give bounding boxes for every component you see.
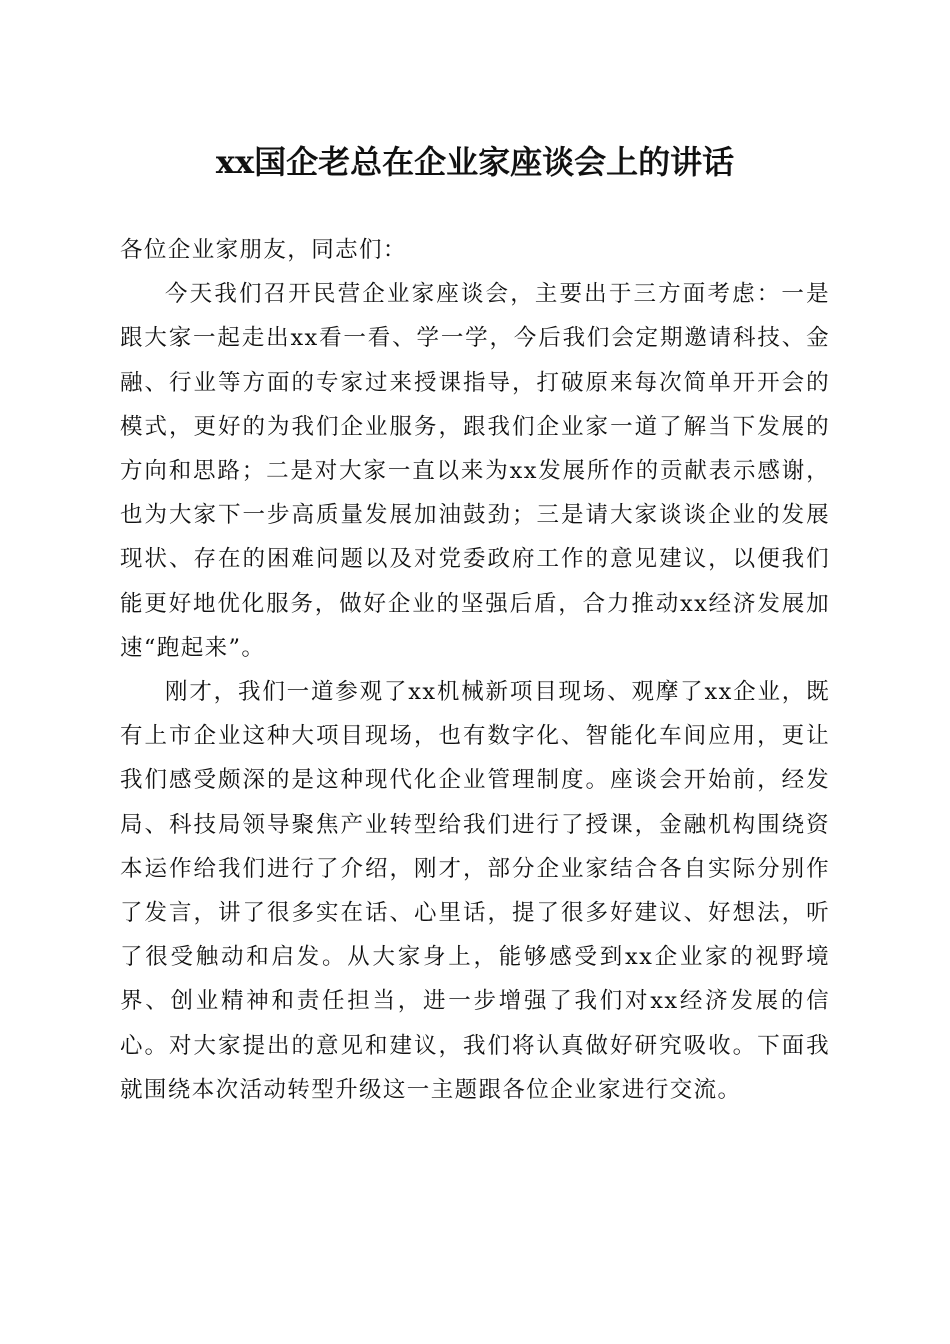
salutation: 各位企业家朋友，同志们： (120, 237, 407, 263)
document-title: xx国企老总在企业家座谈会上的讲话 (215, 143, 735, 181)
document-body (120, 228, 830, 1112)
paragraph-1: 今天我们召开民营企业家座谈会，主要出于三方面考虑：一是跟大家一起走出xx看一看、学一学，今后我们会定期邀请科技、金融、行业等方面的专家过来授课指导，打破原来每次简单开开会的模式，更好的为我们企业服务，跟我们企业家一道了解当下发展的方向和思路；二是对大家一直以来为xx发展所作的贡献表示感谢，也为大家下一步高质量发展加油鼓劲；三是请大家谈谈企业的发展现状、存在的困难问题以及对党委政府工作的意见建议，以便我们能更好地优化服务，做好企业的坚强后盾，合力推动xx经济发展加速“跑起来”。 (120, 281, 830, 661)
paragraph-2: 刚才，我们一道参观了xx机械新项目现场、观摩了xx企业，既有上市企业这种大项目现场，也有数字化、智能化车间应用，更让我们感受颇深的是这种现代化企业管理制度。座谈会开始前，经发局、科技局领导聚焦产业转型给我们进行了授课，金融机构围绕资本运作给我们进行了介绍，刚才，部分企业家结合各自实际分别作了发言，讲了很多实在话、心里话，提了很多好建议、好想法，听了很受触动和启发。从大家身上，能够感受到xx企业家的视野境界、创业精神和责任担当，进一步增强了我们对xx经济发展的信心。对大家提出的意见和建议，我们将认真做好研究吸收。下面我就围绕本次活动转型升级这一主题跟各位企业家进行交流。 (120, 679, 830, 1103)
